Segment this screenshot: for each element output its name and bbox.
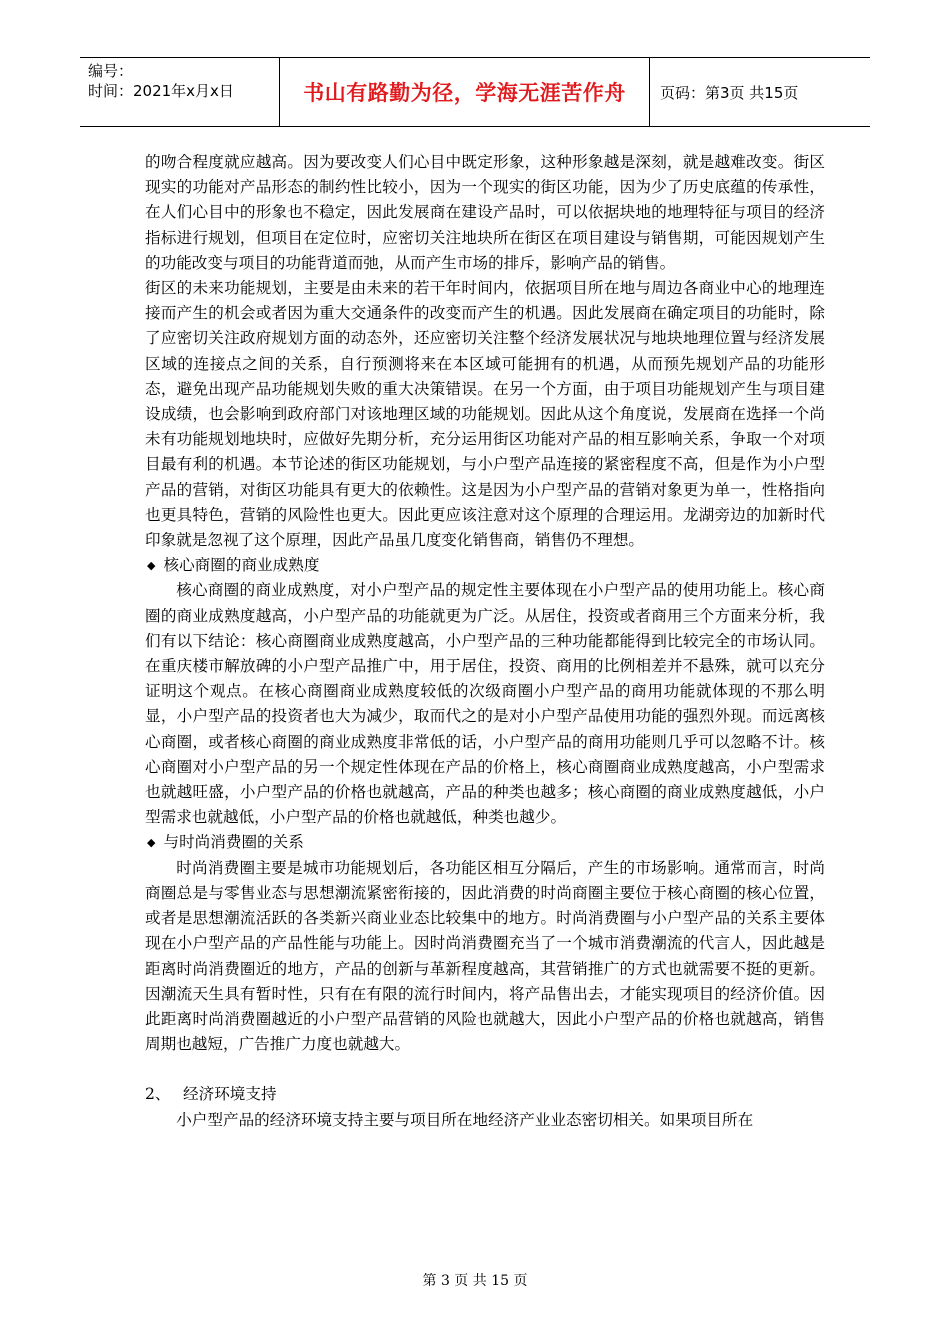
paragraph: 的吻合程度就应越高。因为要改变人们心目中既定形象，这种形象越是深刻，就是越难改变。街区现实的功能对产品形态的制约性比较小，因为一个现实的街区功能，因为少了历史底蕴的传承性，在人们心目中的形象也不稳定，因此发展商在建设产品时，可以依据块地的地理特征与项目的经济指标进行规划，但项目在定位时，应密切关注地块所在街区在项目建设与销售期，可能因规划产生的功能改变与项目的功能背道而弛，从而产生市场的排斥，影响产品的销售。 [145,153,825,272]
page-info-text: 页码：第3页 共15页 [660,83,799,102]
paragraph: 时尚消费圈主要是城市功能规划后，各功能区相互分隔后，产生的市场影响。通常而言，时尚商圈总是与零售业态与思想潮流紧密衔接的，因此消费的时尚商圈主要位于核心商圈的核心位置，或者是思想潮流活跃的各类新兴商业业态比较集中的地方。时尚消费圈与小户型产品的关系主要体现在小户型产品的产品性能与功能上。因时尚消费圈充当了一个城市消费潮流的代言人，因此越是距离时尚消费圈近的地方，产品的创新与革新程度越高，其营销推广的方式也就需要不挺的更新。因潮流天生具有暂时性，只有在有限的流行时间内，将产品售出去，才能实现项目的经济价值。因此距离时尚消费圈越近的小户型产品营销的风险也就越大，因此小户型产品的价格也就越高，销售周期也越短，广告推广力度也就越大。 [145,858,825,1054]
document-number-label: 编号： [88,62,134,80]
footer-page-number: 第 3 页 共 15 页 [422,1273,528,1289]
bullet-heading-text: 核心商圈的商业成熟度 [163,556,320,575]
paragraph: 小户型产品的经济环境支持主要与项目所在地经济产业业态密切相关。如果项目所在 [176,1110,754,1129]
spacer [145,1057,825,1082]
section-number: 2、 [145,1085,171,1104]
bullet-heading-text: 与时尚消费圈的关系 [163,833,304,852]
section-title: 经济环境支持 [183,1085,277,1104]
paragraph: 核心商圈的商业成熟度，对小户型产品的规定性主要体现在小户型产品的使用功能上。核心商圈的商业成熟度越高，小户型产品的功能就更为广泛。从居住，投资或者商用三个方面来分析，我们有以下结论：核心商圈商业成熟度越高，小户型产品的三种功能都能得到比较完全的市场认同。在重庆楼市解放碑的小户型产品推广中，用于居住，投资、商用的比例相差并不悬殊，就可以充分证明这个观点。在核心商圈商业成熟度较低的次级商圈小户型产品的商用功能就体现的不那么明显，小户型产品的投资者也大为减少，取而代之的是对小户型产品使用功能的强烈外现。而远离核心商圈，或者核心商圈的商业成熟度非常低的话，小户型产品的商用功能则几乎可以忽略不计。核心商圈对小户型产品的另一个规定性体现在产品的价格上，核心商圈商业成熟度越高，小户型需求也就越旺盛，小户型产品的价格也就越高，产品的种类也越多；核心商圈的商业成熟度越低，小户型需求也就越低，小户型产品的价格也就越低，种类也越少。 [145,581,825,827]
bullet-heading [145,553,825,578]
bullet-heading [145,830,825,855]
paragraph: 街区的未来功能规划，主要是由未来的若干年时间内，依据项目所在地与周边各商业中心的地理连接而产生的机会或者因为重大交通条件的改变而产生的机遇。因此发展商在确定项目的功能时，除了应密切关注政府规划方面的动态外，还应密切关注整个经济发展状况与地块地理位置与经济发展区域的连接点之间的关系，自行预测将来在本区域可能拥有的机遇，从而预先规划产品的功能形态，避免出现产品功能规划失败的重大决策错误。在另一个方面，由于项目功能规划产生与项目建设成绩，也会影响到政府部门对该地理区域的功能规划。因此从这个角度说，发展商在选择一个尚未有功能规划地块时，应做好先期分析，充分运用街区功能对产品的相互影响关系，争取一个对项目最有利的机遇。本节论述的街区功能规划，与小户型产品连接的紧密程度不高，但是作为小户型产品的营销，对街区功能具有更大的依赖性。这是因为小户型产品的营销对象更为单一，性格指向也更具特色，营销的风险性也更大。因此更应该注意对这个原理的合理运用。龙湖旁边的加新时代印象就是忽视了这个原理，因此产品虽几度变化销售商，销售仍不理想。 [145,279,825,550]
section-heading [145,1082,825,1107]
diamond-bullet-icon: ◆ [147,836,156,850]
document-time-label: 时间：2021年x月x日 [88,82,234,100]
header-page-info [650,58,870,126]
header-motto [280,58,650,126]
page-footer [0,1270,950,1290]
motto-text: 书山有路勤为径，学海无涯苦作舟 [303,81,626,105]
header-meta [80,58,280,126]
document-body [145,150,825,1133]
page-header [80,57,870,127]
diamond-bullet-icon: ◆ [147,559,156,573]
